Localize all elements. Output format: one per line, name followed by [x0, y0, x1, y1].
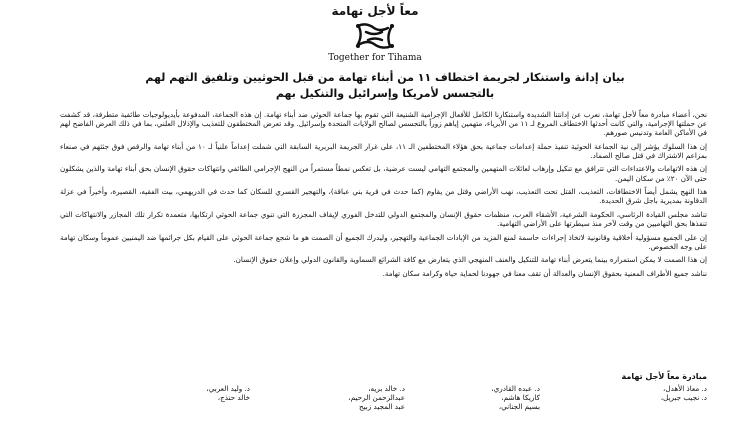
signatory: د. معاذ الأهدل،	[663, 384, 707, 393]
signature-column-3	[348, 384, 405, 411]
signatures-heading: مبادرة معاً لأجل تهامة	[621, 372, 707, 381]
paragraph-3: إن هذه الاتهامات والاعتداءات التي تترافق مع تنكيل وإرهاب لعائلات المتهمين والمجتمع التهامي ليست عرضية، بل تعكس نمطاً مستمراً من النهج الإجرامي الطائفي وانتهاكات حقوق الإنسان بحق أبناء تهامة والذين يشكلون حتى الآن ٢٠٪ من سكان اليمن.	[60, 164, 707, 183]
signatory: كاريكا هاشم،	[501, 393, 540, 402]
signatory: د. وليد العربي،	[206, 384, 250, 393]
statement-body	[60, 110, 707, 282]
signature-column-1	[661, 384, 707, 402]
paragraph-2: إن هذا السلوك يؤشر إلى نية الجماعة الحوثية تنفيذ حملة إعدامات جماعية بحق هؤلاء المختطفين الـ ١١، على غرار الجريمة البربرية السابقة التي شملت إعداماً علنياً لـ ١٠ من أبناء تهامة والرقص فوق جثثهم في صنعاء بمزاعم الاشتراك في قتل صالح الصماد.	[60, 141, 708, 160]
signatory: د. عبده القادري،	[491, 384, 540, 393]
paragraph-1: نحن، أعضاء مبادرة معاً لأجل تهامة، نعرب عن إدانتنا الشديدة واستنكارنا الكامل للأفعال الإجرامية الشنيعة التي تقوم بها جماعة الحوثي ضد أبناء تهامة. إن هذه الجماعة، المدفوعة بأيديولوجيات طائفية متطرفة، قد كشفت عن حملتها الإجرامية، والتي كانت أحدثها الاختطاف المروع لـ ١١ من الأبرياء، متهمين إياهم زوراً بالتجسس لصالح الولايات المتحدة وإسرائيل. وقد تعرض المختطفون للتعذيب والإذلال العلني، بما في ذلك العرض الفاضح لهم في الأماكن العامة وتدنيس صورهم.	[60, 110, 707, 138]
signatory: عبد المجيد زبيح	[358, 402, 405, 411]
signatory: بسيم الجناني،	[498, 402, 540, 411]
paragraph-6: إن على الجميع مسؤولية أخلاقية وقانونية لاتخاذ إجراءات حاسمة لمنع المزيد من الإبادات الجماعية والتهجير، وليدرك الجميع أن الصمت هو ما شجع جماعة الحوثي على القيام بكل جرائمها ضد اليمنيين عموماً وسكان تهامة على وجه الخصوص.	[60, 232, 707, 251]
paragraph-7: إن هذا الصمت لا يمكن استمراره بينما يتعرض أبناء تهامة للتنكيل والعنف المنهجي الذي يتعارض مع كافة الشرائع السماوية والقانون الدولي وإعلان حقوق الإنسان.	[233, 255, 707, 265]
signatory: د. نجيب جبريل،	[660, 393, 707, 402]
paragraph-4: هذا النهج يشمل أيضاً الاختطافات، التعذيب، القتل تحت التعذيب، نهب الأراضي وقتل من يقاوم (كما حدث في قرية بني عباقة)، والتهجير القسري للسكان كما حدث في الدريهمي، بيت الفقيه، القصيرة، وأخيراً في عزلة الدقاونة بمديرية باجل شرق الحديدة.	[60, 187, 707, 206]
signatory: عبدالرحمن الرحيم،	[348, 393, 405, 402]
title-line-1: بيان إدانة واستنكار لجريمة اختطاف ١١ من أبناء تهامة من قبل الحوثيين وتلفيق التهم لهم	[145, 71, 625, 84]
signature-column-2	[491, 384, 540, 411]
org-logo	[300, 4, 450, 66]
logo-english-name: Together for Tihama	[328, 53, 422, 63]
title-line-2: بالتجسس لأمريكا وإسرائيل والتنكيل بهم	[275, 87, 495, 100]
signatory: خالد حنذج،	[217, 393, 250, 402]
signatory: د. خالد بريه،	[368, 384, 405, 393]
logo-arabic-name: معاً لأجل تهامة	[331, 4, 419, 18]
statement-title	[70, 70, 700, 102]
hands-emblem-icon	[352, 18, 398, 54]
paragraph-8: نناشد جميع الأطراف المعنية بحقوق الإنسان والعدالة أن تقف معنا في جهودنا لحماية حياة وكرامة سكان تهامة.	[382, 268, 707, 278]
signature-column-4	[206, 384, 250, 402]
paragraph-5: تناشد مجلس القيادة الرئاسي، الحكومة الشرعية، الأشقاء العرب، منظمات حقوق الإنسان والمجتمع الدولي للتدخل الفوري لإيقاف المجزرة التي تنوي جماعة الحوثي ارتكابها، متعمدة تكرار تلك المجازر والانتهاكات التي تنفذها بحق التهاميين من وقت لآخر منذ سيطرتها على الأراضي التهامية.	[60, 209, 707, 228]
